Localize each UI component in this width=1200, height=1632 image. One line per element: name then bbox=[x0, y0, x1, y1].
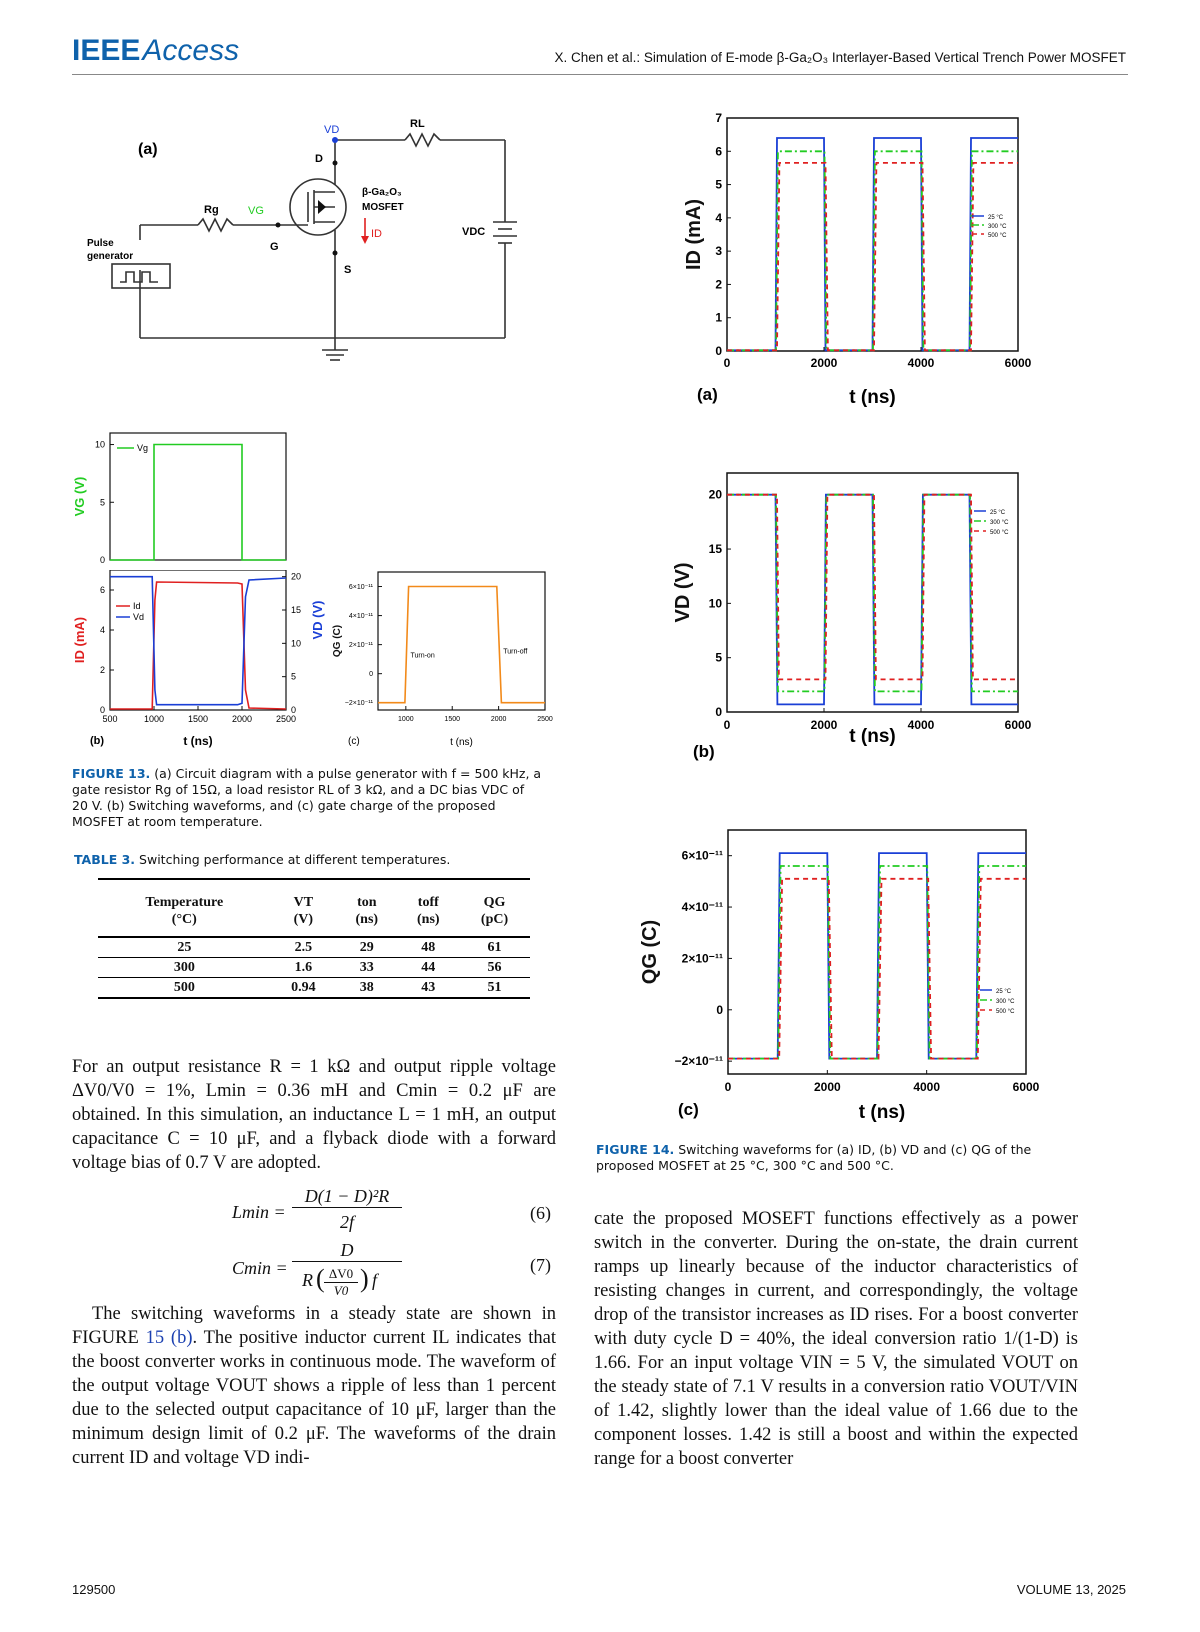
x-tick-label: 4000 bbox=[907, 356, 935, 370]
label-rg: Rg bbox=[204, 204, 219, 216]
y-right-tick-label: 20 bbox=[291, 571, 302, 582]
table-cell: 44 bbox=[421, 960, 436, 975]
legend-label: 25 °C bbox=[990, 510, 1006, 516]
table-row bbox=[98, 958, 530, 978]
y-tick-label: 7 bbox=[715, 111, 722, 125]
fig14c-chart bbox=[630, 820, 1050, 1125]
fig13a-circuit bbox=[80, 110, 540, 370]
label-s: S bbox=[344, 264, 352, 276]
x-axis-label: t (ns) bbox=[450, 737, 473, 748]
label-pulse: Pulse bbox=[87, 238, 114, 249]
y-tick-label: 15 bbox=[708, 542, 722, 557]
y-tick-label: 0 bbox=[716, 1002, 723, 1017]
y-tick-label: −2×10⁻¹¹ bbox=[344, 700, 373, 708]
legend-label: 300 °C bbox=[996, 999, 1015, 1005]
table-cell: 300 bbox=[173, 960, 195, 975]
x-tick-label: 6000 bbox=[1004, 718, 1032, 732]
right-paragraph-1: cate the proposed MOSEFT functions effectively as a power switch in the converter. During the on-state, the drain current ramps up linearly because of the inductor characteristics of resisting changes in current, and correspondingly, the voltage drop of the transistor increases as ID rises. For a boost converter with duty cycle D = 40%, the ideal conversion ratio 1/(1-D) is 1.66. For an input voltage VIN = 5 V, the simulated VOUT on the steady state of 7.1 V results in a conversion ratio VOUT/VIN of 1.42, slightly lower than the ideal value of 1.66 due to the component losses. 1.42 is still a boost and within the expected range for a boost converter bbox=[594, 1209, 1078, 1469]
table-cell: 33 bbox=[359, 960, 374, 975]
table-header-2: ton (ns) bbox=[355, 895, 379, 927]
fig13-caption: FIGURE 13. (a) Circuit diagram with a pulse generator with f = 500 kHz, a gate resistor Rg of 15Ω, a load resistor RL of 3 kΩ, and a DC bias VDC of 20 V. (b) Switching waveforms, and (c) gate charge of the proposed MOSFET at room temperature. bbox=[72, 766, 542, 829]
fig14-caption: FIGURE 14. Switching waveforms for (a) ID, (b) VD and (c) QG of the proposed MOSFET at 25 °C, 300 °C and 500 °C. bbox=[596, 1142, 1032, 1173]
x-tick-label: 2000 bbox=[813, 1080, 841, 1094]
fig13c-chart bbox=[330, 570, 555, 755]
table-cell: 51 bbox=[487, 980, 502, 995]
label-mosfet: MOSFET bbox=[362, 202, 404, 213]
left-paragraph-1: For an output resistance R = 1 kΩ and output ripple voltage ΔV0/V0 = 1%, Lmin = 0.36 mH and Cmin = 0.2 μF are obtained. In this simulation, an inductance L = 1 mH, an output capacitance C = 10 μF, and a flyback diode with a forward voltage bias of 0.7 V are adopted. bbox=[72, 1057, 556, 1173]
y-tick-label: 2 bbox=[99, 665, 105, 675]
y-tick-label: 0 bbox=[715, 344, 722, 358]
label-vg: VG bbox=[248, 205, 264, 217]
table-cell: 48 bbox=[421, 940, 436, 955]
y-axis-label: QG (C) bbox=[332, 624, 343, 658]
series-line-0 bbox=[728, 853, 1026, 1059]
y-right-tick-label: 10 bbox=[291, 638, 302, 649]
x-tick-label: 0 bbox=[723, 718, 731, 732]
table-cell: 29 bbox=[359, 940, 374, 955]
fig13b-bottom-chart bbox=[72, 570, 332, 755]
vg-series-line bbox=[110, 445, 286, 561]
legend-label: Vd bbox=[133, 612, 145, 622]
annotation-turn-off: Turn-off bbox=[503, 648, 528, 656]
legend-label: Id bbox=[133, 601, 141, 611]
series-line-0 bbox=[727, 495, 1018, 705]
panel-label: (b) bbox=[90, 735, 105, 747]
table-cell: 25 bbox=[177, 940, 192, 955]
table-cell: 2.5 bbox=[294, 940, 313, 955]
x-tick-label: 2000 bbox=[231, 714, 253, 724]
legend-label: 25 °C bbox=[988, 215, 1004, 221]
x-axis-label: t (ns) bbox=[183, 734, 213, 748]
panel-label: (a) bbox=[697, 385, 718, 404]
legend-label: 500 °C bbox=[990, 530, 1009, 536]
y-tick-label: 2×10⁻¹¹ bbox=[348, 641, 373, 649]
y-tick-label: 4×10⁻¹¹ bbox=[348, 612, 373, 620]
y-tick-label: 5 bbox=[715, 177, 722, 192]
x-tick-label: 0 bbox=[724, 1080, 732, 1094]
x-axis-label: t (ns) bbox=[858, 1102, 906, 1123]
fig14b-chart bbox=[665, 470, 1050, 770]
table3-caption: TABLE 3. Switching performance at different temperatures. bbox=[74, 852, 451, 867]
x-tick-label: 1500 bbox=[444, 716, 461, 723]
label-rl: RL bbox=[410, 118, 425, 130]
table-row bbox=[98, 937, 530, 958]
table-header-1: VT (V) bbox=[293, 895, 314, 927]
y-tick-label: 0 bbox=[99, 705, 105, 715]
x-tick-label: 2000 bbox=[810, 356, 838, 370]
legend-label: 500 °C bbox=[996, 1009, 1015, 1015]
table-cell: 56 bbox=[487, 960, 502, 975]
x-tick-label: 0 bbox=[723, 356, 731, 370]
x-tick-label: 2500 bbox=[537, 716, 553, 723]
y-right-tick-label: 15 bbox=[291, 605, 302, 615]
panel-label: (c) bbox=[678, 1100, 699, 1119]
table-header-0: Temperature (°C) bbox=[145, 895, 224, 927]
table-cell: 61 bbox=[487, 940, 502, 955]
y-tick-label: 4×10⁻¹¹ bbox=[681, 900, 723, 915]
volume-info: VOLUME 13, 2025 bbox=[1016, 1582, 1126, 1597]
left-paragraph-2: The switching waveforms in a steady state are shown in FIGURE 15 (b). The positive inductor current IL indicates that the boost converter works in continuous mode. The waveform of the output voltage VOUT shows a ripple of less than 1 percent due to the selected output capacitance of 10 μF, larger than the minimum design limit of 0.2 μF. The waveforms of the drain current ID and voltage VD indi- bbox=[72, 1304, 556, 1468]
x-tick-label: 6000 bbox=[1012, 1080, 1040, 1094]
page-number: 129500 bbox=[72, 1582, 116, 1597]
y-tick-label: 5 bbox=[99, 497, 105, 508]
legend-label: 300 °C bbox=[988, 224, 1007, 230]
fig14a-chart bbox=[680, 108, 1050, 418]
y-tick-label: 10 bbox=[94, 439, 105, 450]
annotation-turn-on: Turn-on bbox=[410, 652, 435, 660]
y-tick-label: −2×10⁻¹¹ bbox=[674, 1054, 723, 1069]
x-tick-label: 2500 bbox=[275, 714, 297, 724]
x-tick-label: 6000 bbox=[1004, 356, 1032, 370]
y-tick-label: 1 bbox=[715, 310, 722, 325]
x-tick-label: 2000 bbox=[490, 716, 507, 723]
y-tick-label: 6×10⁻¹¹ bbox=[348, 583, 373, 591]
y-tick-label: 10 bbox=[708, 596, 722, 611]
table3 bbox=[98, 878, 530, 999]
x-tick-label: 4000 bbox=[913, 1080, 941, 1094]
qg-series-line bbox=[378, 587, 545, 703]
label-vdc: VDC bbox=[462, 226, 486, 238]
table-cell: 1.6 bbox=[294, 960, 313, 975]
x-tick-label: 1000 bbox=[143, 714, 165, 724]
y-tick-label: 0 bbox=[99, 555, 105, 565]
plot-frame bbox=[110, 570, 286, 710]
x-tick-label: 500 bbox=[102, 714, 118, 724]
fig13a-panel-label: (a) bbox=[138, 141, 158, 158]
legend-label: 500 °C bbox=[988, 233, 1007, 239]
label-d: D bbox=[315, 153, 323, 165]
y-tick-label: 2×10⁻¹¹ bbox=[681, 951, 723, 966]
equation-7-number: (7) bbox=[530, 1255, 551, 1275]
y-right-tick-label: 0 bbox=[291, 705, 297, 715]
fig13b-top-chart bbox=[72, 430, 312, 570]
header-rule bbox=[72, 74, 1128, 75]
y-axis-label: ID (mA) bbox=[72, 616, 87, 664]
legend-label: 300 °C bbox=[990, 520, 1009, 526]
legend-label: Vg bbox=[137, 443, 149, 453]
panel-label: (c) bbox=[348, 736, 360, 747]
equation-6-number: (6) bbox=[530, 1203, 551, 1223]
table-header-4: QG (pC) bbox=[480, 895, 509, 927]
table-cell: 0.94 bbox=[291, 980, 316, 995]
x-tick-label: 1000 bbox=[398, 716, 414, 723]
x-tick-label: 4000 bbox=[907, 718, 935, 732]
y-tick-label: 4 bbox=[99, 625, 105, 635]
y-axis-label: VD (V) bbox=[310, 600, 325, 640]
y-tick-label: 0 bbox=[369, 671, 373, 679]
label-generator: generator bbox=[87, 251, 134, 262]
x-axis-label: t (ns) bbox=[849, 726, 896, 747]
label-vd: VD bbox=[324, 124, 340, 136]
x-tick-label: 2000 bbox=[810, 718, 838, 732]
label-g: G bbox=[270, 241, 279, 253]
vd-series-line bbox=[110, 577, 286, 705]
y-tick-label: 2 bbox=[715, 277, 722, 292]
table-header-3: toff (ns) bbox=[417, 895, 440, 927]
page: IEEEAccess X. Chen et al.: Simulation of E-mode β-Ga₂O₃ Interlayer-Based Vertical Trench Power MOSFET (a) VD RL D β-Ga₂O₃ MOSFET Rg VG G ID S VDC Pulse generator 0 5 10 VG (V) Vg 500 1000 1500 2000 2500 0 2 4 6 0 5 10 15 20 ID (mA) VD (V) Id Vd (b) t (ns) 1000 1500 2000 2500 −2×10⁻¹¹ 0 2×10⁻¹¹ 4×10⁻¹¹ 6×10⁻¹¹ QG (C) Turn-on Turn-off (c) t (ns) 0 2000 4000 6000 0 1 2 3 4 5 6 7 ID (mA) 25 °C 300 °C 500 °C (a) t (ns) 0 2000 4000 6000 0 5 10 15 20 VD (V) 25 °C 300 °C 500 °C (b) t (ns) 0 2000 4000 6000 −2×10⁻¹¹ 0 2×10⁻¹¹ 4×10⁻¹¹ 6×10⁻¹¹ QG (C) 25 °C 300 °C 500 °C (c) t (ns) FIGURE 13. (a) Circuit diagram with a pulse generator with f = 500 kHz, a gate resistor Rg of 15Ω, a load resistor RL of 3 kΩ, and a DC bias VDC of 20 V. (b) Switching waveforms, and (c) gate charge of the proposed MOSFET at room temperature. TABLE 3. Switching performance at different temperatures. Temperature (°C) VT (V) ton (ns) toff (ns) QG (pC) 25 2.5 29 48 61 300 1.6 33 44 56 500 0.94 38 43 51 For an output resistance R = 1 kΩ and output ripple voltage ΔV0/V0 = 1%, Lmin = 0.36 mH and Cmin = 0.2 μF are obtained. In this simulation, an inductance L = 1 mH, an output capacitance C = 10 μF, and a flyback diode with a forward voltage bias of 0.7 V are adopted. Lmin = D(1 − D)²R 2f (6) Cmin = D R ( ΔV0 V0 ) f (7) The switching waveforms in a steady state are shown in FIGURE 15 (b). The positive inductor current IL indicates that the boost converter works in continuous mode. The waveform of the output voltage VOUT shows a ripple of less than 1 percent due to the selected output capacitance of 10 μF, larger than the minimum design limit of 0.2 μF. The waveforms of the drain current ID and voltage VD indi- FIGURE 14. Switching waveforms for (a) ID, (b) VD and (c) QG of the proposed MOSFET at 25 °C, 300 °C and 500 °C. cate the proposed MOSEFT functions effectively as a power switch in the converter. During the on-state, the drain current ramps up linearly because of the inductor characteristics of resisting changes in current, and correspondingly, the voltage drop of the transistor increases as ID rises. For a boost converter with duty cycle D = 40%, the ideal conversion ratio 1/(1-D) is 1.66. For an input voltage VIN = 5 V, the simulated VOUT on the steady state of 7.1 V results in a conversion ratio VOUT/VIN of 1.42, slightly lower than the ideal value of 1.66 due to the component losses. 1.42 is still a boost and within the expected range for a boost converter 129500 VOLUME 13, 2025 bbox=[0, 0, 1200, 1632]
label-device: β-Ga₂O₃ bbox=[362, 187, 402, 198]
y-right-tick-label: 5 bbox=[291, 671, 297, 682]
table-cell: 500 bbox=[173, 980, 195, 995]
y-tick-label: 4 bbox=[715, 210, 722, 225]
series-line-1 bbox=[728, 866, 1026, 1059]
table-cell: 43 bbox=[421, 980, 436, 995]
y-tick-label: 6 bbox=[715, 144, 722, 159]
panel-label: (b) bbox=[693, 742, 715, 761]
legend-label: 25 °C bbox=[996, 989, 1012, 995]
y-axis-label: VG (V) bbox=[72, 476, 87, 517]
table-cell: 38 bbox=[359, 980, 374, 995]
y-axis-label: QG (C) bbox=[639, 919, 661, 985]
x-axis-label: t (ns) bbox=[849, 387, 896, 408]
table-row bbox=[98, 978, 530, 999]
y-tick-label: 6×10⁻¹¹ bbox=[681, 848, 723, 863]
plot-frame bbox=[378, 572, 545, 710]
x-tick-label: 1500 bbox=[187, 714, 209, 724]
y-tick-label: 3 bbox=[715, 244, 722, 259]
y-tick-label: 5 bbox=[715, 650, 722, 665]
y-axis-label: VD (V) bbox=[672, 562, 694, 623]
figure-15b-link[interactable]: 15 (b) bbox=[145, 1328, 193, 1348]
journal-logo: IEEEAccess bbox=[72, 34, 240, 67]
y-tick-label: 20 bbox=[708, 487, 722, 502]
y-tick-label: 6 bbox=[99, 585, 105, 595]
running-title: X. Chen et al.: Simulation of E-mode β-Ga₂O₃ Interlayer-Based Vertical Trench Power MOSFET bbox=[554, 50, 1126, 65]
y-tick-label: 0 bbox=[715, 705, 722, 719]
label-id: ID bbox=[371, 228, 382, 240]
y-axis-label: ID (mA) bbox=[683, 198, 705, 271]
